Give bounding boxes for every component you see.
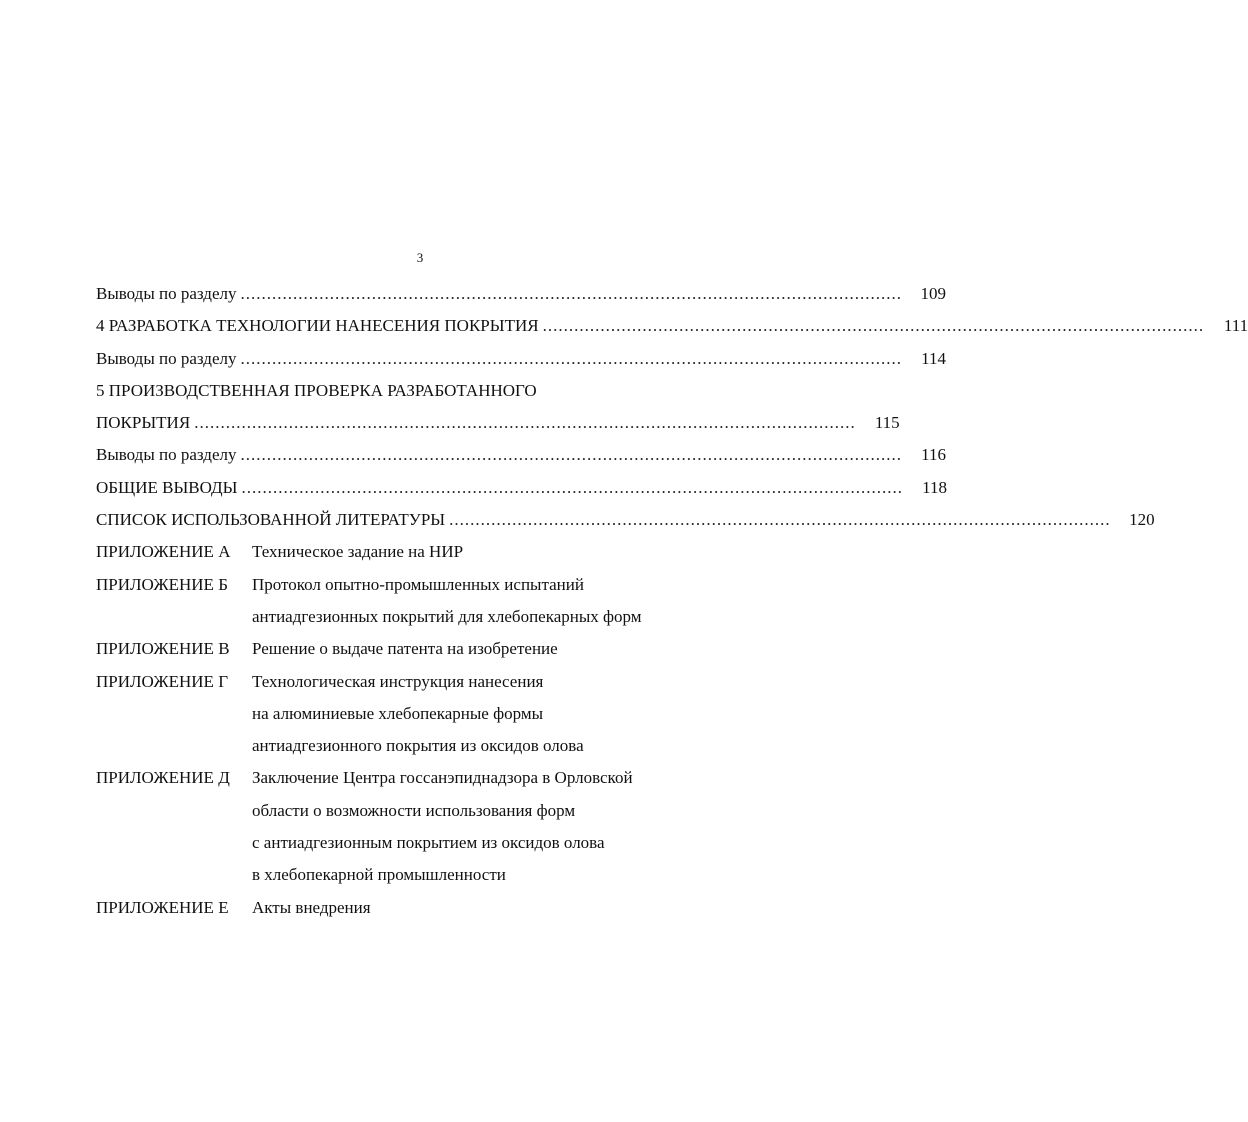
appendix-title-continued: области о возможности использования форм [252,800,576,820]
appendix-g[interactable] [96,666,732,698]
appendix-title: Технологическая инструкция нанесения [252,671,544,691]
toc-entry[interactable] [96,504,1155,536]
toc-entry[interactable] [96,343,946,375]
toc-entry[interactable] [96,472,947,504]
appendix-title-continued: с антиадгезионным покрытием из оксидов олова [252,833,605,853]
toc-entry[interactable] [96,407,900,439]
appendix-title-continued: антиадгезионных покрытий для хлебопекарных форм [252,606,642,626]
toc-entry-title: 5 ПРОИЗВОДСТВЕННАЯ ПРОВЕРКА РАЗРАБОТАННОГО [96,380,537,400]
appendix-title: Акты внедрения [252,897,371,917]
appendix-label: ПРИЛОЖЕНИЕ Г [96,671,229,691]
toc-entry[interactable] [96,310,1248,342]
appendix-b[interactable] [96,569,732,601]
appendix-title: Решение о выдаче патента на изобретение [252,639,558,659]
page-number: 3 [416,250,424,265]
toc-entry-title-continued: ПОКРЫТИЯ [96,413,191,433]
toc-entry-heading-line[interactable] [96,375,732,407]
toc-entry-title: ОБЩИЕ ВЫВОДЫ [96,477,238,497]
appendix-label: ПРИЛОЖЕНИЕ А [96,542,231,562]
toc-entry-page: 111 [1223,316,1248,336]
appendix-d[interactable] [96,762,732,794]
toc-entry-page: 109 [920,284,946,303]
dot-leader: .............................................................................................................................. [240,284,902,303]
toc-entry-title: Выводы по разделу [96,284,237,303]
appendix-a[interactable] [96,536,732,568]
appendix-label: ПРИЛОЖЕНИЕ В [96,639,230,659]
appendix-v[interactable] [96,633,732,665]
appendix-label: ПРИЛОЖЕНИЕ Б [96,574,228,594]
toc-entry[interactable] [96,278,946,310]
appendix-title: Заключение Центра госсанэпиднадзора в Орловской [252,768,633,788]
dot-leader: .............................................................................................................................. [542,316,1205,336]
appendix-title: Техническое задание на НИР [252,542,464,562]
appendix-title: Протокол опытно-промышленных испытаний [252,574,584,594]
appendix-title-continued: в хлебопекарной промышленности [252,865,506,885]
toc-entry[interactable] [96,439,946,471]
appendix-label: ПРИЛОЖЕНИЕ Д [96,768,230,788]
toc-entry-page: 120 [1129,510,1155,530]
dot-leader: .............................................................................................................................. [194,413,856,433]
dot-leader: .............................................................................................................................. [240,348,902,368]
toc-entry-page: 115 [874,413,900,433]
toc-entry-page: 116 [921,445,946,465]
toc-entry-page: 114 [921,348,946,368]
appendix-title-continued: на алюминиевые хлебопекарные формы [252,703,544,723]
appendix-label: ПРИЛОЖЕНИЕ Е [96,897,229,917]
dot-leader: .............................................................................................................................. [449,510,1111,530]
toc-entry-title: Выводы по разделу [96,445,237,465]
appendix-title-continued: антиадгезионного покрытия из оксидов олова [252,736,584,756]
dot-leader: .............................................................................................................................. [241,477,903,497]
dot-leader: .............................................................................................................................. [240,445,902,465]
toc-entry-title: 4 РАЗРАБОТКА ТЕХНОЛОГИИ НАНЕСЕНИЯ ПОКРЫТИЯ [96,316,539,336]
toc-entry-title: Выводы по разделу [96,348,237,368]
toc-entry-title: СПИСОК ИСПОЛЬЗОВАННОЙ ЛИТЕРАТУРЫ [96,510,446,530]
table-of-contents [96,278,1248,924]
appendix-e[interactable] [96,892,732,924]
toc-entry-page: 118 [922,477,947,497]
